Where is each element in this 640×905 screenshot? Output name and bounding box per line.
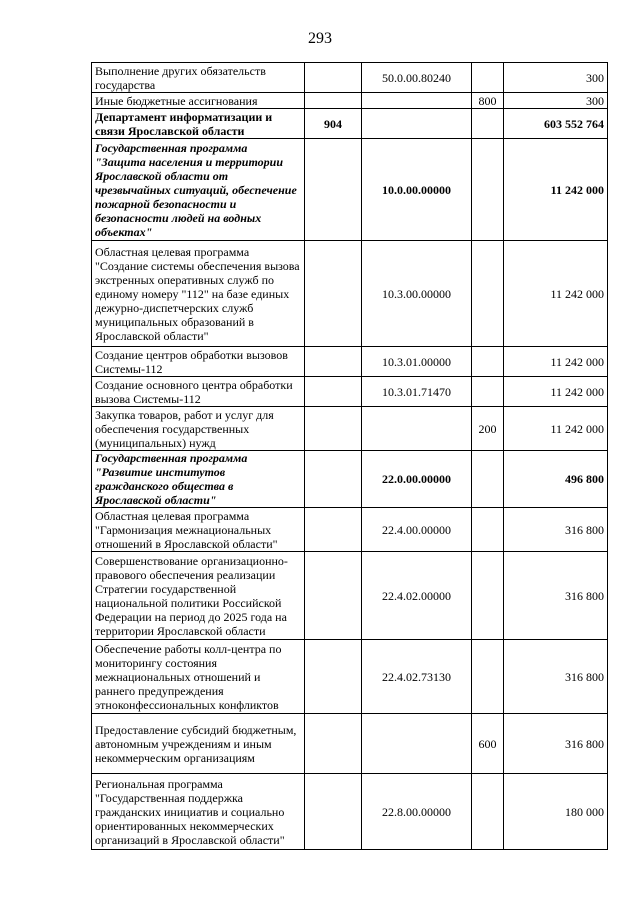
row-expense-type-cell [472,640,504,714]
row-amount-cell: 316 800 [504,508,608,552]
row-expense-type-cell [472,552,504,640]
row-expense-type-cell [472,774,504,850]
row-name-cell: Областная целевая программа "Создание системы обеспечения вызова экстренных оперативных служб по единому номеру "112" на базе единых дежурно-диспетчерских служб муниципальных образований в Ярославской области" [92,241,305,347]
row-department-code-cell: 904 [305,109,362,139]
row-department-code-cell [305,139,362,241]
table-row [92,241,608,347]
table-row [92,552,608,640]
table-row [92,63,608,93]
row-expense-type-cell [472,451,504,508]
row-amount-cell: 316 800 [504,640,608,714]
row-amount-cell: 603 552 764 [504,109,608,139]
table-row [92,109,608,139]
row-target-code-cell [362,407,472,451]
row-department-code-cell [305,63,362,93]
row-amount-cell: 180 000 [504,774,608,850]
row-name-cell: Государственная программа "Защита населения и территории Ярославской области от чрезвычайных ситуаций, обеспечение пожарной безопасности и безопасности людей на водных объектах" [92,139,305,241]
table-row [92,508,608,552]
table-row [92,93,608,109]
row-amount-cell: 300 [504,63,608,93]
row-amount-cell: 11 242 000 [504,407,608,451]
row-amount-cell: 11 242 000 [504,241,608,347]
row-expense-type-cell [472,241,504,347]
row-department-code-cell [305,407,362,451]
row-expense-type-cell [472,377,504,407]
row-department-code-cell [305,347,362,377]
row-department-code-cell [305,93,362,109]
table-row [92,347,608,377]
row-name-cell: Государственная программа "Развитие институтов гражданского общества в Ярославской области" [92,451,305,508]
row-name-cell: Выполнение других обязательств государства [92,63,305,93]
budget-table [91,62,608,850]
row-name-cell: Обеспечение работы колл-центра по мониторингу состояния межнациональных отношений и раннего предупреждения этноконфессиональных конфликтов [92,640,305,714]
row-name-cell: Департамент информатизации и связи Ярославской области [92,109,305,139]
row-amount-cell: 316 800 [504,714,608,774]
row-department-code-cell [305,508,362,552]
row-target-code-cell: 10.3.00.00000 [362,241,472,347]
budget-table-body [92,63,608,850]
row-expense-type-cell: 600 [472,714,504,774]
row-department-code-cell [305,552,362,640]
table-row [92,407,608,451]
row-target-code-cell: 22.0.00.00000 [362,451,472,508]
row-name-cell: Совершенствование организационно-правового обеспечения реализации Стратегии государственной национальной политики Российской Федерации на период до 2025 года на территории Ярославской области [92,552,305,640]
table-row [92,640,608,714]
row-target-code-cell [362,714,472,774]
row-name-cell: Предоставление субсидий бюджетным, автономным учреждениям и иным некоммерческим организациям [92,714,305,774]
row-department-code-cell [305,241,362,347]
row-expense-type-cell [472,109,504,139]
row-name-cell: Иные бюджетные ассигнования [92,93,305,109]
row-target-code-cell: 22.4.02.73130 [362,640,472,714]
row-target-code-cell: 50.0.00.80240 [362,63,472,93]
table-row [92,774,608,850]
row-name-cell: Создание центров обработки вызовов Системы-112 [92,347,305,377]
row-target-code-cell [362,109,472,139]
page-number: 293 [308,30,332,47]
row-amount-cell: 11 242 000 [504,347,608,377]
row-department-code-cell [305,451,362,508]
row-name-cell: Областная целевая программа "Гармонизация межнациональных отношений в Ярославской области" [92,508,305,552]
row-target-code-cell: 10.3.01.00000 [362,347,472,377]
row-department-code-cell [305,714,362,774]
row-department-code-cell [305,774,362,850]
row-amount-cell: 496 800 [504,451,608,508]
row-target-code-cell: 22.8.00.00000 [362,774,472,850]
row-target-code-cell: 10.0.00.00000 [362,139,472,241]
row-department-code-cell [305,377,362,407]
row-department-code-cell [305,640,362,714]
row-name-cell: Закупка товаров, работ и услуг для обеспечения государственных (муниципальных) нужд [92,407,305,451]
row-name-cell: Региональная программа "Государственная поддержка гражданских инициатив и социально ориентированных некоммерческих организаций в Ярославской области" [92,774,305,850]
row-target-code-cell: 22.4.02.00000 [362,552,472,640]
row-target-code-cell: 10.3.01.71470 [362,377,472,407]
row-amount-cell: 11 242 000 [504,377,608,407]
row-name-cell: Создание основного центра обработки вызова Системы-112 [92,377,305,407]
row-amount-cell: 11 242 000 [504,139,608,241]
table-row [92,139,608,241]
row-expense-type-cell [472,347,504,377]
table-row [92,714,608,774]
row-expense-type-cell: 200 [472,407,504,451]
row-expense-type-cell: 800 [472,93,504,109]
row-expense-type-cell [472,63,504,93]
row-amount-cell: 300 [504,93,608,109]
table-row [92,451,608,508]
row-expense-type-cell [472,139,504,241]
row-target-code-cell [362,93,472,109]
row-expense-type-cell [472,508,504,552]
table-row [92,377,608,407]
row-target-code-cell: 22.4.00.00000 [362,508,472,552]
row-amount-cell: 316 800 [504,552,608,640]
